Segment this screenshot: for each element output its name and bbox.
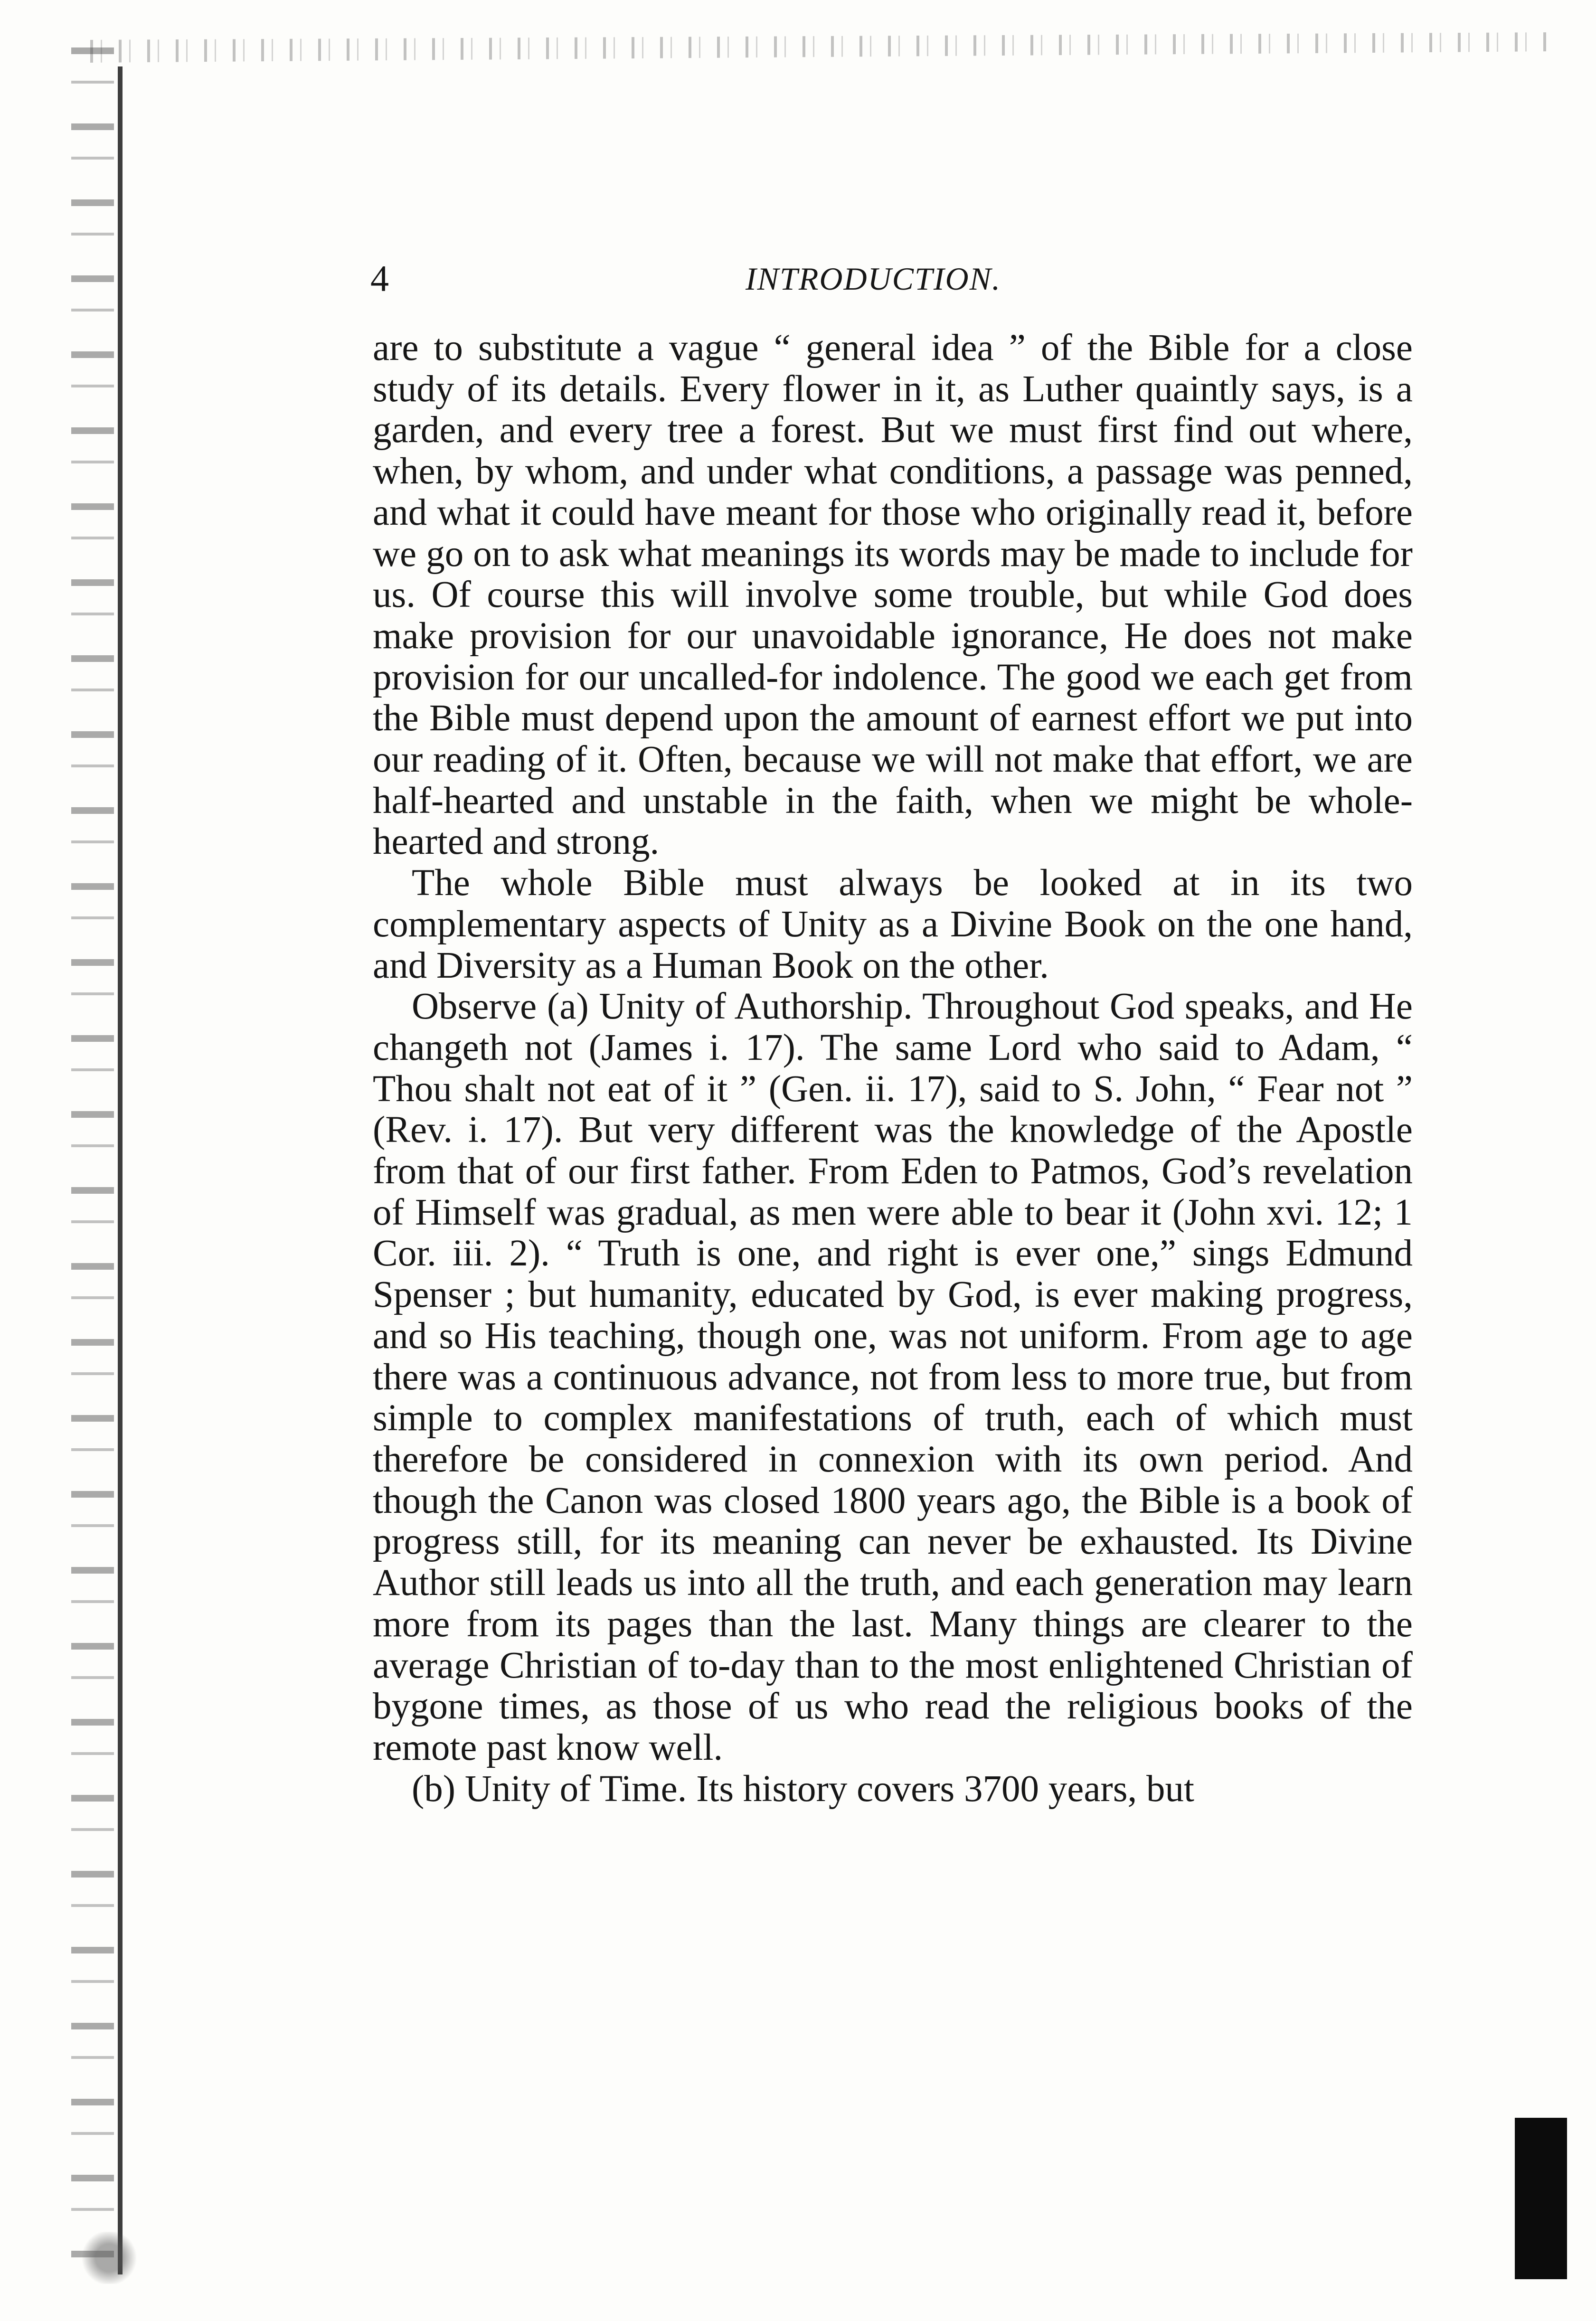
page-number: 4 — [370, 258, 389, 299]
paragraph: (b) Unity of Time. Its history covers 3700 years, but — [412, 1768, 1194, 1810]
scan-edge-left — [71, 47, 114, 2279]
scan-dark-block — [1515, 2118, 1567, 2279]
paragraph: are to substitute a vague “ general idea ” of the Bible for a close study of its details. Every flower in it, as Luther quaintly says, is a garden, and every tree a forest. But we must first find out where, when, by whom, and under what conditions, a passage was penned, and what it could have meant for those who originally read it, before we go on to ask what meanings its words may be made to include for us. Of course this will involve some trouble, but while God does make provision for our unavoidable ignorance, He does not make provision for our uncalled-for indolence. The good we each get from the Bible must depend upon the amount of earnest effort we put into our reading of it. Often, because we will not make that effort, we are half-hearted and unstable in the faith, when we might be whole-hearted and strong. — [373, 327, 1413, 863]
paragraph: The whole Bible must always be looked at in its two complementary aspects of Unity as a Divine Book on the one hand, and Diversity as a Human Book on the other. — [373, 862, 1413, 986]
running-head: INTRODUCTION. — [746, 261, 1001, 297]
paragraph: Observe (a) Unity of Authorship. Throughout God speaks, and He changeth not (James i. 17). The same Lord who said to Adam, “ Thou shalt not eat of it ” (Gen. ii. 17), said to S. John, “ Fear not ” (Rev. i. 17). But very different was the knowledge of the Apostle from that of our first father. From Eden to Patmos, God’s revelation of Himself was gradual, as men were able to bear it (John xvi. 12; 1 Cor. iii. 2). “ Truth is one, and right is ever one,” sings Edmund Spenser ; but humanity, educated by God, is ever making progress, and so His teaching, though one, was not uniform. From age to age there was a continuous advance, not from less to more true, but from simple to complex manifestations of truth, each of which must therefore be considered in connexion with its own period. And though the Canon was closed 1800 years ago, the Bible is a book of progress still, for its meaning can never be exhausted. Its Divine Author still leads us into all the truth, and each generation may learn more from its pages than the last. Many things are clearer to the average Christian of to-day than to the most enlightened Christian of bygone times, as those of us who read the religious books of the remote past know well. — [373, 986, 1413, 1768]
body-text — [373, 328, 1413, 1810]
scan-binding-line — [118, 66, 123, 2274]
scan-smudge — [71, 2232, 147, 2284]
scan-edge-top — [90, 28, 1553, 66]
